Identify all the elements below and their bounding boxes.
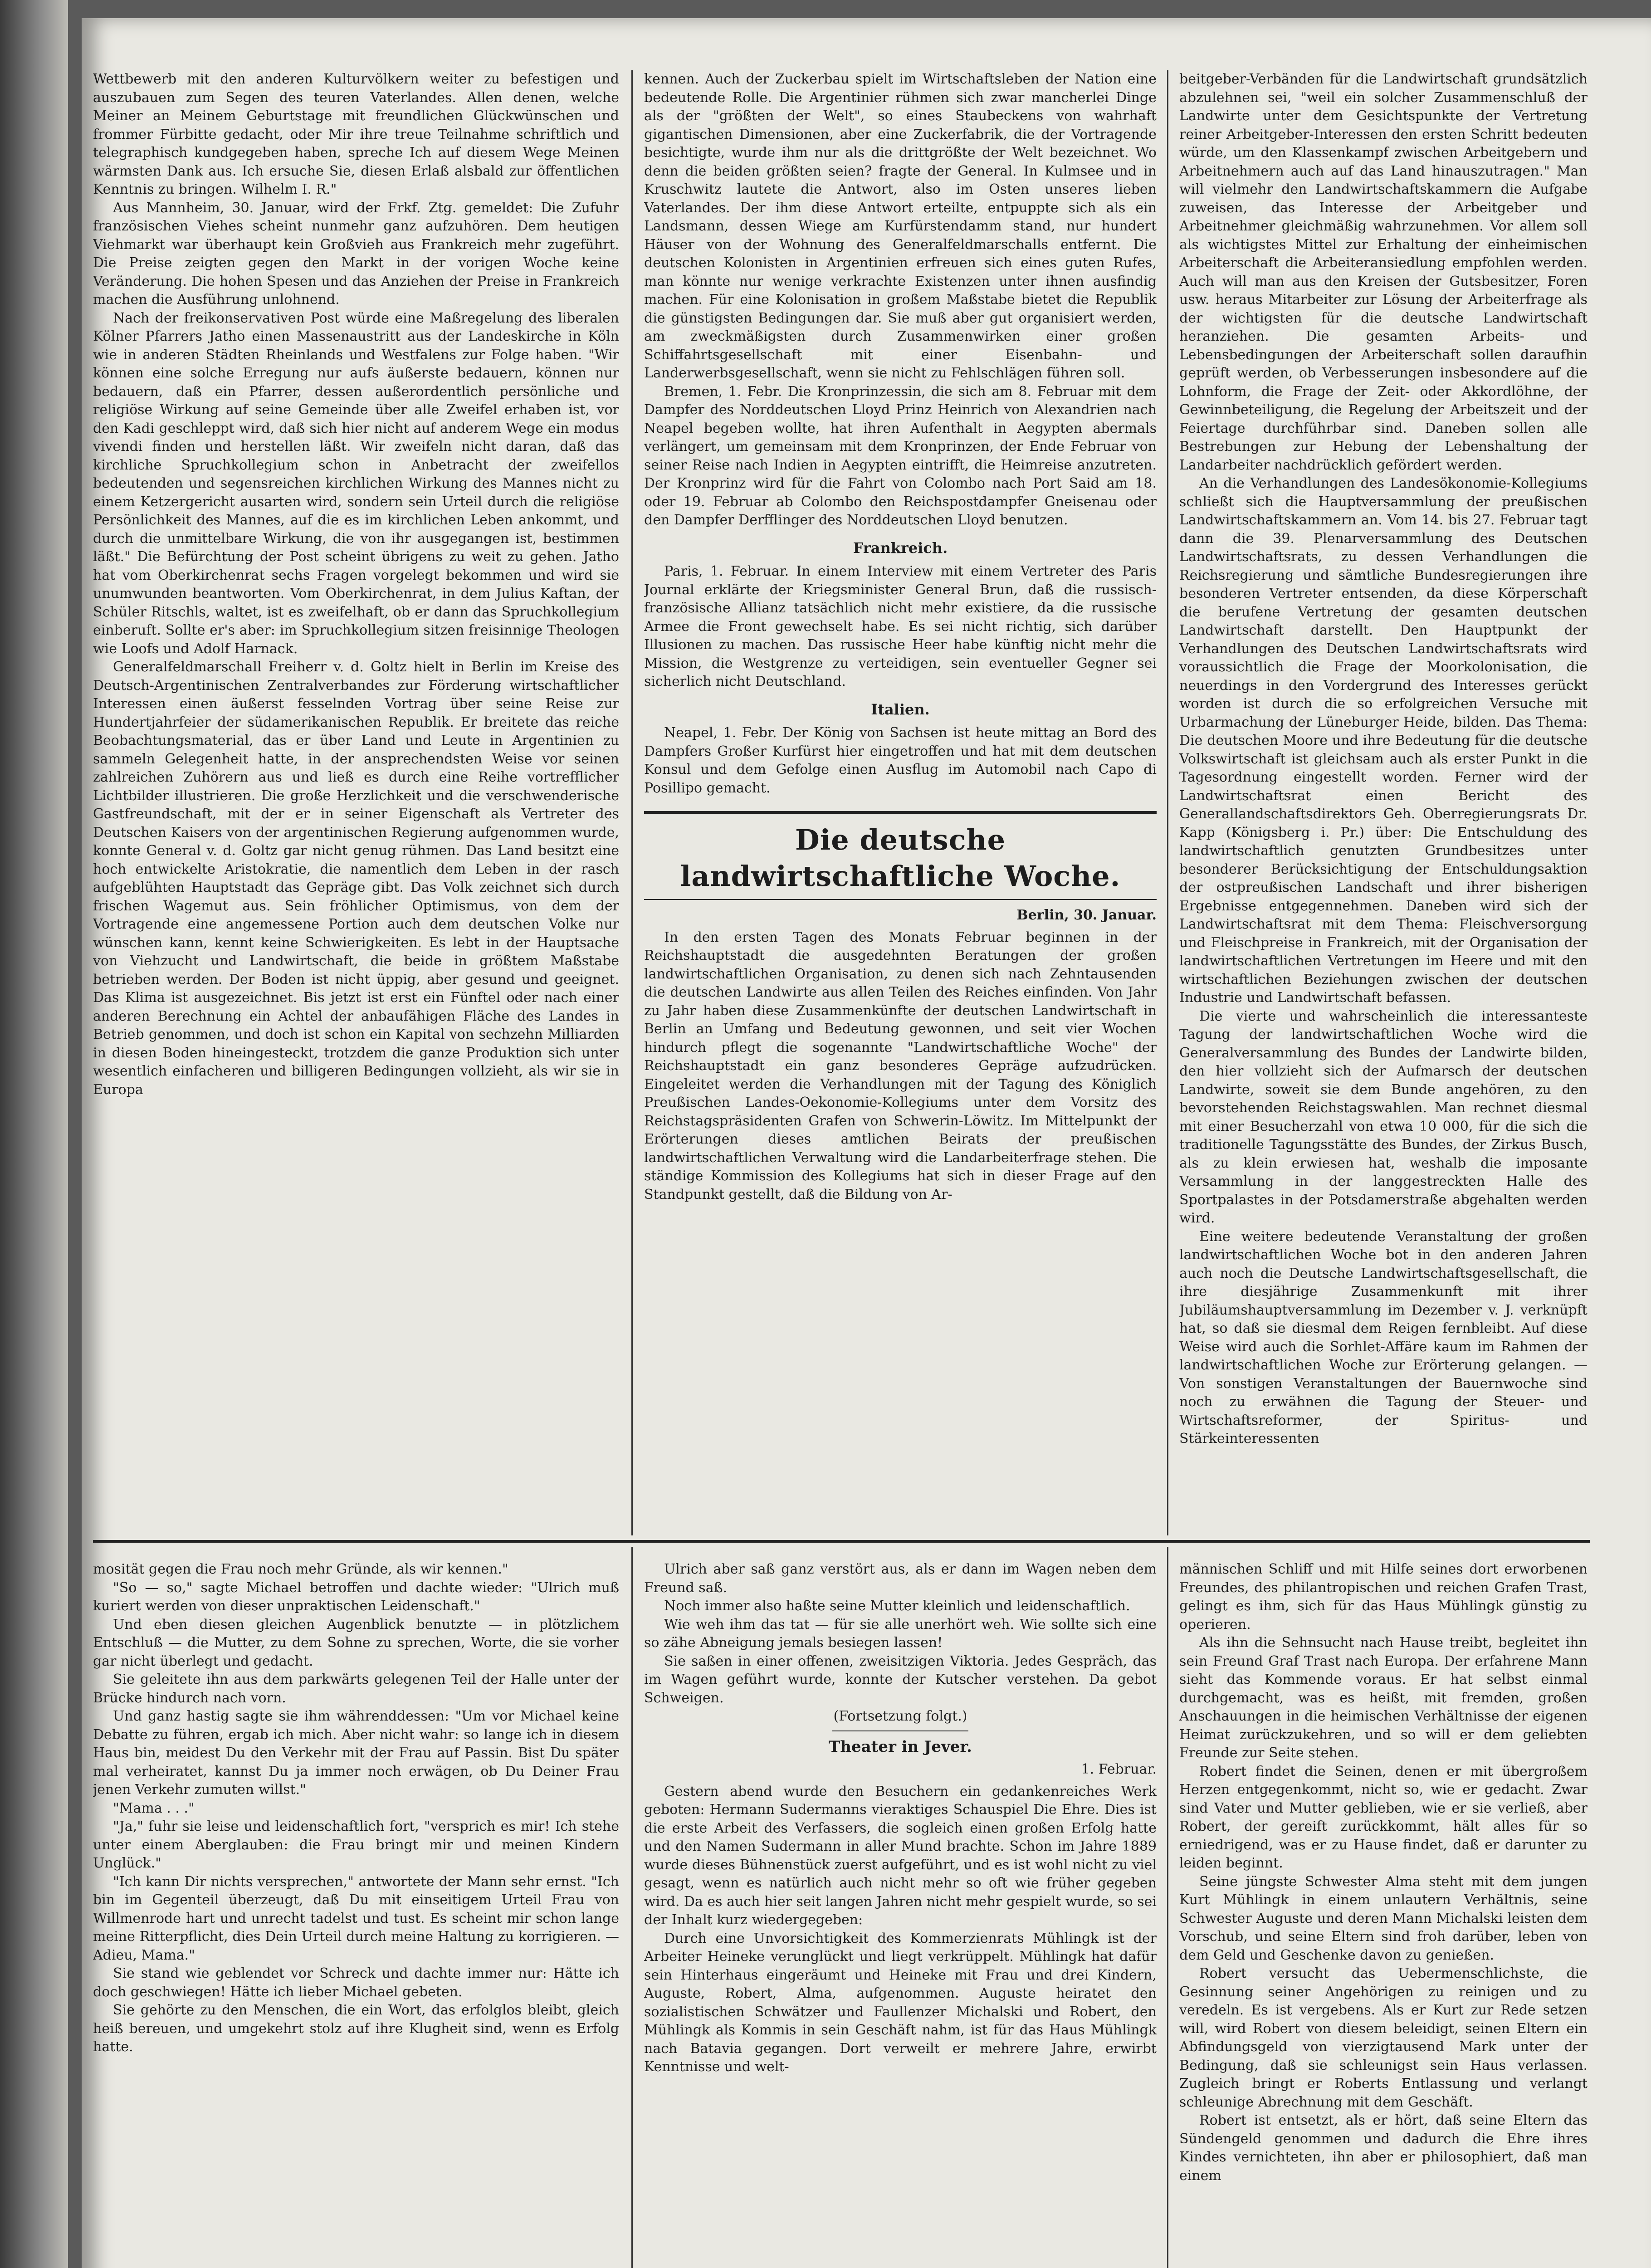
- paragraph: Generalfeldmarschall Freiherr v. d. Goltz hielt in Berlin im Kreise des Deutsch-Argentinischen Zentralverbandes zur Förderung wirtschaftlicher Interessen einen äußerst fesselnden Vortrag über seine Reise zur Hundertjahrfeier der südamerikanischen Republik. Er breitete das reiche Beobachtungsmaterial, das er über Land und Leute in Argentinien zu sammeln Gelegenheit hatte, in der ansprechendsten Weise vor seinen zahlreichen Zuhörern aus und ließ es durch eine Reihe vortrefflicher Lichtbilder illustrieren. Die große Herzlichkeit und die verschwenderische Gastfreundschaft, mit der er in seiner Eigenschaft als Vertreter des Deutschen Kaisers von der argentinischen Regierung aufgenommen wurde, konnte General v. d. Goltz gar nicht genug rühmen. Das Land besitzt eine hoch entwickelte Aristokratie, die namentlich dem Leben in der rasch aufgeblühten Hauptstadt das Gepräge gibt. Das Volk zeichnet sich durch frischen Wagemut aus. Sein fröhlicher Optimismus, von dem der Vortragende eine angemessene Portion auch dem deutschen Volke nur wünschen kann, kennt keine Schwierigkeiten. Es lebt in der Hauptsache von Viehzucht und Landwirtschaft, die beide in größtem Maßstabe betrieben werden. Der Boden ist nicht üppig, aber gesund und geeignet. Das Klima ist ausgezeichnet. Bis jetzt ist erst ein Fünftel oder nach einer anderen Berechnung ein Achtel der anbaufähigen Fläche des Landes in Betrieb genommen, und doch ist schon ein Kapital von sechzehn Milliarden in diesen Boden hineingesteckt, trotzdem die ganze Produktion sich unter wesentlich einfacheren und billigeren Bedingungen vollzieht, als wir sie in Europa: [93, 659, 619, 1098]
- paragraph: An die Verhandlungen des Landesökonomie-Kollegiums schließt sich die Hauptversammlung der preußischen Landwirtschaftskammern an. Vom 14. bis 27. Februar tagt dann die 39. Plenarversammlung des Deutschen Landwirtschaftsrats, zu dessen Verhandlungen die Reichsregierung und sämtliche Bundesregierungen ihre besonderen Vertreter entsenden, da diese Körperschaft die berufene Vertretung der gesamten deutschen Landwirtschaft darstellt. Den Hauptpunkt der Verhandlungen des Deutschen Landwirtschaftsrats wird voraussichtlich die Frage der Moorkolonisation, die neuerdings in den Vordergrund des Interesses gerückt worden ist durch die so erfolgreichen Versuche mit Urbarmachung der Lüneburger Heide, bilden. Das Thema: Die deutschen Moore und ihre Bedeutung für die deutsche Volkswirtschaft ist gleichsam auch als erster Punkt in die Tagesordnung eingestellt worden. Ferner wird der Landwirtschaftsrat einen Bericht des Generallandschaftsdirektors Geh. Oberregierungsrats Dr. Kapp (Königsberg i. Pr.) über: Die Entschuldung des landwirtschaftlich genutzten Grundbesitzes unter besonderer Berücksichtigung der Entschuldungsaktion der ostpreußischen Landschaft und ihrer bisherigen Ergebnisse entgegennehmen. Daneben wird sich der Landwirtschaftsrat mit dem Thema: Fleischversorgung und Fleischpreise in Frankreich, mit der Organisation der landwirtschaftlichen Vertretungen im Heere und mit den wirtschaftlichen Beziehungen zwischen der deutschen Industrie und Landwirtschaft befassen.: [1179, 475, 1588, 1006]
- paragraph: Die vierte und wahrscheinlich die interessanteste Tagung der landwirtschaftlichen Woche wird die Generalversammlung des Bundes der Landwirte bilden, den hier vollzieht sich der Aufmarsch der deutschen Landwirte, soweit sie dem Bunde angehören, zu den bevorstehenden Reichstagswahlen. Man rechnet diesmal mit einer Besucherzahl von etwa 10 000, für die sich die traditionelle Tagungsstätte des Bundes, der Zirkus Busch, als zu klein erwiesen hat, weshalb die imposante Versammlung in der langgestreckten Halle des Sportpalastes in der Potsdamerstraße abgehalten werden wird.: [1179, 1008, 1588, 1226]
- paragraph: Aus Mannheim, 30. Januar, wird der Frkf. Ztg. gemeldet: Die Zufuhr französischen Viehes scheint nunmehr ganz aufzuhören. Dem heutigen Viehmarkt war überhaupt kein Großvieh aus Frankreich mehr zugeführt. Die Preise zeigten gegen den Markt in der vorigen Woche keine Veränderung. Die hohen Spesen und das Anziehen der Preise in Frankreich machen die Ausführung unlohnend.: [93, 200, 619, 308]
- paragraph: Als ihn die Sehnsucht nach Hause treibt, begleitet ihn sein Freund Graf Trast nach Europa. Der erfahrene Mann sieht das Kommende voraus. Er hat selbst einmal durchgemacht, was es heißt, mit fremden, großen Anschauungen in die heimischen Verhältnisse der eigenen Heimat zurückzukehren, und so will er dem geliebten Freunde zur Seite stehen.: [1179, 1635, 1588, 1761]
- paragraph: "Ja," fuhr sie leise und leidenschaftlich fort, "versprich es mir! Ich stehe unter einem Aberglauben: die Frau bringt mir und meinen Kindern Unglück.": [93, 1818, 619, 1871]
- column-3-lower: [1179, 1560, 1588, 2268]
- section-heading-theater: Theater in Jever.: [829, 1737, 972, 1756]
- column-rule: [631, 1547, 633, 2268]
- paragraph: Wettbewerb mit den anderen Kulturvölkern weiter zu befestigen und auszubauen zum Segen des teuren Vaterlandes. Allen denen, welche Meiner an Meinem Geburtstage mit freundlichen Glückwünschen und frommer Fürbitte gedacht, oder Mir ihre treue Teilnahme schriftlich und telegraphisch kundgegeben haben, spreche Ich auf diesem Wege Meinen wärmsten Dank aus. Ich ersuche Sie, diesen Erlaß alsbald zur öffentlichen Kenntnis zu bringen. Wilhelm I. R.": [93, 71, 619, 197]
- article-headline: Die deutsche landwirtschaftliche Woche.: [644, 811, 1157, 900]
- feuilleton-divider: [93, 1540, 1590, 1543]
- column-2-upper: [644, 70, 1157, 1533]
- paragraph: Gestern abend wurde den Besuchern ein gedankenreiches Werk geboten: Hermann Sudermanns vieraktiges Schauspiel Die Ehre. Dies ist die erste Arbeit des Verfassers, die sogleich einen großen Erfolg hatte und den Namen Sudermann in aller Mund brachte. Schon im Jahre 1889 wurde dieses Bühnenstück zuerst aufgeführt, und es ist wohl nicht zu viel gesagt, wenn es natürlich auch nicht mehr so oft wie früher gegeben wird. Da es auch hier seit langen Jahren nicht mehr gespielt wurde, so sei der Inhalt kurz wiedergegeben:: [644, 1783, 1157, 1928]
- paragraph: Robert ist entsetzt, als er hört, daß seine Eltern das Sündengeld genommen und dadurch die Ehre ihres Kindes vernichteten, ihn aber er philosophiert, daß man einem: [1179, 2112, 1588, 2184]
- paragraph: Sie geleitete ihn aus dem parkwärts gelegenen Teil der Halle unter der Brücke hindurch nach vorn.: [93, 1672, 619, 1706]
- paragraph: männischen Schliff und mit Hilfe seines dort erworbenen Freundes, des philantropischen und reichen Grafen Trast, gelingt es ihm, sich für das Haus Mühlingk günstig zu operieren.: [1179, 1561, 1588, 1633]
- paragraph: Sie gehörte zu den Menschen, die ein Wort, das erfolglos bleibt, gleich heiß bereuen, und umgekehrt stolz auf ihre Klugheit sind, wenn es Erfolg hatte.: [93, 2002, 619, 2055]
- paragraph: Wie weh ihm das tat — für sie alle unerhört weh. Wie sollte sich eine so zähe Abneigung jemals besiegen lassen!: [644, 1616, 1157, 1651]
- divider: [832, 1730, 968, 1731]
- paragraph: "Mama . . .": [113, 1800, 195, 1816]
- paragraph: Nach der freikonservativen Post würde eine Maßregelung des liberalen Kölner Pfarrers Jatho einen Massenaustritt aus der Landeskirche in Köln wie in anderen Städten Rheinlands und Westfalens zur Folge haben. "Wir können eine solche Erregung nur aufs äußerste bedauern, können nur bedauern, daß ein Pfarrer, dessen außerordentlich persönliche und religiöse Wirkung auf seine Gemeinde über alle Zweifel erhaben ist, vor den Kadi geschleppt wird, daß sich hier nicht auf anderem Wege ein modus vivendi finden und herstellen läßt. Wir zweifeln nicht daran, daß das kirchliche Spruchkollegium schon in Anbetracht der zweifellos bedeutenden und segensreichen kirchlichen Wirkung des Mannes nicht zu einem Ketzergericht ausarten wird, sondern sein Urteil durch die religiöse Persönlichkeit des Mannes, auf die es im kirchlichen Leben ankommt, und durch die unmittelbare Wirkung, die von ihr ausgegangen ist, bestimmen läßt." Die Befürchtung der Post scheint übrigens zu weit zu gehen. Jatho hat vom Oberkirchenrat sechs Fragen vorgelegt bekommen und wird sie unumwunden beantworten. Vom Oberkirchenrat, in dem Julius Kaftan, der Schüler Ritschls, waltet, ist es zweifelhaft, ob er dann das Spruchkollegium einberuft. Sollte er's aber: im Spruchkollegium sitzen freisinnige Theologen wie Loofs und Adolf Harnack.: [93, 310, 619, 657]
- book-spine: [0, 0, 68, 2268]
- column-rule: [631, 70, 633, 1535]
- paragraph: Robert versucht das Uebermenschlichste, die Gesinnung seiner Angehörigen zu reinigen und zu veredeln. Es ist vergebens. Als er Kurt zur Rede setzen will, wird Robert von diesem beleidigt, seinen Eltern ein Abfindungsgeld von vierzigtausend Mark unter der Bedingung, daß sie schleunigst sein Haus verlassen. Zugleich bringt er Roberts Entlassung und verlangt schleunige Abrechnung mit dem Geschäft.: [1179, 1965, 1588, 2110]
- column-1-lower: [93, 1560, 619, 2268]
- dateline: 1. Februar.: [1081, 1761, 1157, 1777]
- dateline: Berlin, 30. Januar.: [1016, 907, 1157, 923]
- paragraph: Sie saßen in einer offenen, zweisitzigen Viktoria. Jedes Gespräch, das im Wagen geführt wurde, konnte der Kutscher verstehen. Da gebot Schweigen.: [644, 1653, 1157, 1706]
- column-3-upper: [1179, 70, 1588, 1533]
- section-heading-frankreich: Frankreich.: [853, 539, 948, 557]
- paragraph: Paris, 1. Februar. In einem Interview mit einem Vertreter des Paris Journal erklärte der Kriegsminister General Brun, daß die russisch-französische Allianz tatsächlich nicht mehr existiere, da die russische Armee die Front gewechselt habe. Es sei nicht richtig, sich darüber Illusionen zu machen. Das russische Heer habe künftig nicht mehr die Mission, die Westgrenze zu verteidigen, sein eventueller Gegner sei sicherlich nicht Deutschland.: [644, 563, 1157, 689]
- paragraph: Ulrich aber saß ganz verstört aus, als er dann im Wagen neben dem Freund saß.: [644, 1561, 1157, 1596]
- paragraph: "So — so," sagte Michael betroffen und dachte wieder: "Ulrich muß kuriert werden von dieser unpraktischen Leidenschaft.": [93, 1579, 619, 1614]
- paragraph: Bremen, 1. Febr. Die Kronprinzessin, die sich am 8. Februar mit dem Dampfer des Norddeutschen Lloyd Prinz Heinrich von Alexandrien nach Neapel begeben wollte, hat ihren Aufenthalt in Aegypten abermals verlängert, um gemeinsam mit dem Kronprinzen, der Ende Februar von seiner Reise nach Indien in Aegypten eintrifft, die Heimreise anzutreten. Der Kronprinz wird für die Fahrt von Colombo nach Port Said am 18. oder 19. Februar ab Colombo den Reichspostdampfer Gneisenau oder den Dampfer Derfflinger des Norddeutschen Lloyd benutzen.: [644, 383, 1157, 528]
- paragraph: Sie stand wie geblendet vor Schreck und dachte immer nur: Hätte ich doch geschwiegen! Hätte ich lieber Michael gebeten.: [93, 1965, 619, 2000]
- paragraph: Robert findet die Seinen, denen er mit übergroßem Herzen entgegenkommt, nicht so, wie er gedacht. Zwar sind Vater und Mutter geblieben, wie er sie verließ, aber Robert, der gereift zurückkommt, hält alles für so erniedrigend, was er zu Hause findet, daß er darunter zu leiden beginnt.: [1179, 1763, 1588, 1871]
- paragraph: Noch immer also haßte seine Mutter kleinlich und leidenschaftlich.: [664, 1598, 1130, 1614]
- paragraph: In den ersten Tagen des Monats Februar beginnen in der Reichshauptstadt die ausgedehnten Beratungen der großen landwirtschaftlichen Organisation, zu denen sich nach Zehntausenden die deutschen Landwirte aus allen Teilen des Reiches einfinden. Von Jahr zu Jahr haben diese Zusammenkünfte der deutschen Landwirtschaft in Berlin an Umfang und Bedeutung gewonnen, und seit vier Wochen hindurch pflegt die sogenannte "Landwirtschaftliche Woche" der Reichshauptstadt ein ganz besonderes Gepräge aufzudrücken. Eingeleitet werden die Verhandlungen mit der Tagung des Königlich Preußischen Landes-Oekonomie-Kollegiums unter dem Vorsitz des Reichstagspräsidenten Grafen von Schwerin-Löwitz. Im Mittelpunkt der Erörterungen dieses amtlichen Beirats der preußischen landwirtschaftlichen Verwaltung wird die Landarbeiterfrage stehen. Die ständige Kommission des Kollegiums hat sich in dieser Frage auf den Standpunkt gestellt, daß die Bildung von Ar-: [644, 929, 1157, 1202]
- paragraph: Und ganz hastig sagte sie ihm währenddessen: "Um vor Michael keine Debatte zu führen, ergab ich mich. Aber nicht wahr: so lange ich in diesem Haus bin, meidest Du den Verkehr mit der Frau auf Passin. Bist Du später mal verheiratet, kannst Du ja immer noch erwägen, ob Du Deiner Frau jenen Verkehr zumuten willst.": [93, 1708, 619, 1798]
- continuation-note: (Fortsetzung folgt.): [833, 1708, 967, 1724]
- column-rule: [1167, 70, 1168, 1535]
- paragraph: Eine weitere bedeutende Veranstaltung der großen landwirtschaftlichen Woche bot in den anderen Jahren auch noch die Deutsche Landwirtschaftsgesellschaft, die ihre diesjährige Zusammenkunft mit ihrer Jubiläumshauptversammlung im Dezember v. J. verknüpft hat, so daß sie diesmal dem Reigen fernbleibt. Auf diese Weise wird auch die Sorhlet-Affäre kaum im Rahmen der landwirtschaftlichen Woche zur Erörterung gelangen. — Von sonstigen Veranstaltungen der Bauernwoche sind noch zu erwähnen die Tagung der Steuer- und Wirtschaftsreformer, der Spiritus- und Stärkeinteressenten: [1179, 1228, 1588, 1447]
- paragraph: Neapel, 1. Febr. Der König von Sachsen ist heute mittag an Bord des Dampfers Großer Kurfürst hier eingetroffen und hat mit dem deutschen Konsul und dem Gefolge einen Ausflug im Automobil nach Capo di Posillipo gemacht.: [644, 725, 1157, 796]
- paragraph: Durch eine Unvorsichtigkeit des Kommerzienrats Mühlingk ist der Arbeiter Heineke verunglückt und liegt verkrüppelt. Mühlingk hat dafür sein Hinterhaus eingeräumt und Heineke mit Frau und drei Kindern, Auguste, Robert, Alma, aufgenommen. Auguste heiratet den sozialistischen Schwätzer und Faullenzer Michalski und Robert, den Mühlingk als Kommis in sein Geschäft nahm, ist für das Haus Mühlingk nach Batavia gegangen. Dort verweilt er mehrere Jahre, erwirbt Kenntnisse und welt-: [644, 1930, 1157, 2075]
- paragraph: "Ich kann Dir nichts versprechen," antwortete der Mann sehr ernst. "Ich bin im Gegenteil überzeugt, daß Du mit einseitigem Urteil Frau von Willmenrode hart und unrecht tadelst und tust. Es scheint mir schon lange meine Ritterpflicht, dies Dein Urteil durch meine Haltung zu korrigieren. — Adieu, Mama.": [93, 1873, 619, 1963]
- column-2-lower: [644, 1560, 1157, 2268]
- paragraph: Seine jüngste Schwester Alma steht mit dem jungen Kurt Mühlingk in einem unlautern Verhältnis, seine Schwester Auguste und deren Mann Michalski leisten dem Vorschub, und seine Eltern sind froh darüber, leben von dem Geld und Geschenke davon zu genießen.: [1179, 1873, 1588, 1963]
- column-1-upper: [93, 70, 619, 1533]
- paragraph: kennen. Auch der Zuckerbau spielt im Wirtschaftsleben der Nation eine bedeutende Rolle. Die Argentinier rühmen sich zwar mancherlei Dinge als der "größten der Welt", so eines Staubeckens von wahrhaft gigantischen Dimensionen, aber eine Zuckerfabrik, die der Vortragende besichtigte, wurde ihm nur als die drittgrößte der Welt bezeichnet. Wo denn die beiden größten seien? fragte der General. In Kulmsee und in Kruschwitz lautete die Antwort, also im Osten unseres lieben Vaterlandes. Der ihm diese Antwort erteilte, entpuppte sich als ein Landsmann, dessen Wiege am Kurfürstendamm stand, nur hundert Häuser von der Wohnung des Generalfeldmarschalls entfernt. Die deutschen Kolonisten in Argentinien erfreuen sich eines guten Rufes, man könnte nur wenige verkrachte Existenzen unter ihnen ausfindig machen. Für eine Kolonisation in großem Maßstabe bietet die Republik die günstigsten Bedingungen dar. Sie muß aber gut organisiert werden, am zweckmäßigsten durch Zusammenwirken einer großen Schiffahrtsgesellschaft mit einer Eisenbahn- und Landerwerbsgesellschaft, wenn sie nicht zu Fehlschlägen führen soll.: [644, 71, 1157, 381]
- section-heading-italien: Italien.: [871, 700, 930, 718]
- paragraph: mosität gegen die Frau noch mehr Gründe, als wir kennen.": [93, 1561, 508, 1577]
- paragraph: beitgeber-Verbänden für die Landwirtschaft grundsätzlich abzulehnen sei, "weil ein solcher Zusammenschluß der Landwirte unter dem Gesichtspunkte der Vertretung reiner Arbeitgeber-Interessen den ersten Schritt bedeuten würde, um den Klassenkampf zwischen Arbeitgebern und Arbeitnehmern auch auf das Land hinauszutragen." Man will vielmehr den Landwirtschaftskammern die Aufgabe zuweisen, das Interesse der Arbeitgeber und Arbeitnehmer gleichmäßig wahrzunehmen. Vor allem soll als wichtigstes Mittel zur Erhaltung der einheimischen Arbeiterschaft die Arbeiteransiedlung empfohlen werden. Auch will man aus den Kreisen der Gutsbesitzer, Foren usw. heraus Mitarbeiter zur Lösung der Arbeiterfrage als der wichtigsten für die deutsche Landwirtschaft heranziehen. Die gesamten Arbeits- und Lebensbedingungen der Arbeiterschaft sollen daraufhin geprüft werden, ob Verbesserungen insbesondere auf die Lohnform, die Frage der Zeit- oder Akkordlöhne, der Gewinnbeteiligung, die Regelung der Arbeitszeit und der Feiertage durchführbar sind. Daneben sollen alle Bestrebungen zur Hebung der Lebenshaltung der Landarbeiter nachdrücklich gefördert werden.: [1179, 71, 1588, 473]
- paragraph: Und eben diesen gleichen Augenblick benutzte — in plötzlichem Entschluß — die Mutter, zu dem Sohne zu sprechen, Worte, die sie vorher gar nicht überlegt und gedacht.: [93, 1616, 619, 1669]
- column-rule: [1167, 1547, 1168, 2268]
